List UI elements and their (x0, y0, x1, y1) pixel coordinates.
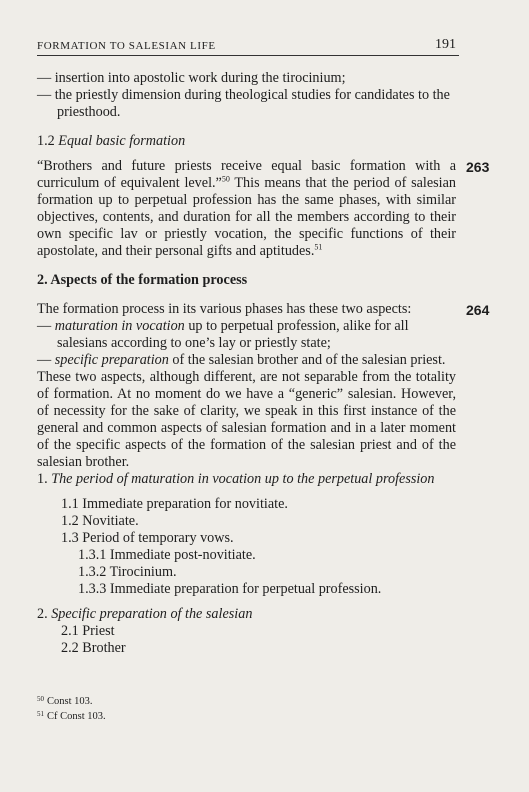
header-rule (37, 55, 459, 56)
outline-1-3-3: 1.3.3 Immediate preparation for perpetual profession. (78, 581, 382, 597)
outline-2-title: Specific preparation of the salesian (51, 606, 253, 622)
outline-item-2 (37, 606, 456, 623)
intro-item-1: — insertion into apostolic work during the tirocinium; (37, 70, 346, 86)
outline-2-2: 2.2 Brother (61, 640, 126, 656)
section-2-intro: The formation process in its various phases has these two aspects: (37, 301, 412, 317)
footnote-51-text: Cf Const 103. (47, 711, 106, 722)
margin-number-264: 264 (466, 302, 490, 318)
margin-number-263: 263 (466, 159, 490, 175)
section-2-body: These two aspects, although different, are not separable from the totality of formation. At no moment do we have a “generic” salesian. However, of necessity for the sake of clarity, we speak in this first instance of the general and common aspects of salesian formation and in a later moment of the specific aspects of the formation of the salesian priest and of the salesian brother. (37, 369, 456, 470)
outline-1-3-1: 1.3.1 Immediate post-novitiate. (78, 547, 256, 563)
section-1-2-paragraph (37, 158, 490, 260)
aspect-1-rest: up to perpetual profession, alike for all salesians according to one’s lay or priestly state; (57, 318, 409, 351)
aspect-1-term: maturation in vocation (54, 318, 185, 334)
page-body (37, 70, 490, 723)
section-1-2-heading (37, 133, 456, 150)
section-1-2-title: Equal basic formation (58, 133, 186, 149)
outline-2-number: 2. (37, 606, 48, 622)
intro-item-2: — the priestly dimension during theological studies for candidates to the priesthood. (37, 87, 450, 120)
outline-1-3-2: 1.3.2 Tirocinium. (78, 564, 177, 580)
section-1-2-text-a: “Brothers and future priests receive equal basic formation with a curriculum of equivalent level.” (37, 158, 456, 191)
outline-1-1: 1.1 Immediate preparation for novitiate. (61, 496, 288, 512)
section-2-heading: 2. Aspects of the formation process (37, 272, 248, 288)
section-2-intro-wrap (37, 301, 490, 318)
outline-item-1 (37, 471, 456, 488)
outline-1-title: The period of maturation in vocation up to the perpetual profession (51, 471, 435, 487)
page-number: 191 (435, 37, 456, 52)
section-1-2-text-b: This means that the period of salesian formation up to perpetual profession has the same phases, with similar objectives, contents, and duration for all the members according to their own specific lav or priestly vocation, the specific functions of their apostolate, and their personal gifts and aptitudes. (37, 175, 456, 259)
aspect-2-rest: of the salesian brother and of the salesian priest. (168, 352, 446, 368)
outline-2-1: 2.1 Priest (61, 623, 115, 639)
aspect-item-1: — maturation in vocation up to perpetual profession, alike for all salesians according to one’s lay or priestly state; (37, 318, 409, 351)
footnote-50 (37, 693, 456, 708)
outline-1-2: 1.2 Novitiate. (61, 513, 139, 529)
aspect-item-2: — specific preparation of the salesian brother and of the salesian priest. (37, 352, 446, 368)
footnote-ref-51: 51 (314, 242, 323, 252)
outline-1-3: 1.3 Period of temporary vows. (61, 530, 234, 546)
aspect-2-term: specific preparation (54, 352, 169, 368)
footnote-50-text: Const 103. (47, 696, 93, 707)
footnote-ref-50: 50 (221, 174, 230, 184)
running-header-title: FORMATION TO SALESIAN LIFE (37, 40, 216, 52)
outline-1-number: 1. (37, 471, 48, 487)
section-1-2-number: 1.2 (37, 133, 55, 149)
footnote-51 (37, 708, 456, 723)
footnote-50-number: 50 (37, 695, 44, 703)
footnote-51-number: 51 (37, 710, 44, 718)
